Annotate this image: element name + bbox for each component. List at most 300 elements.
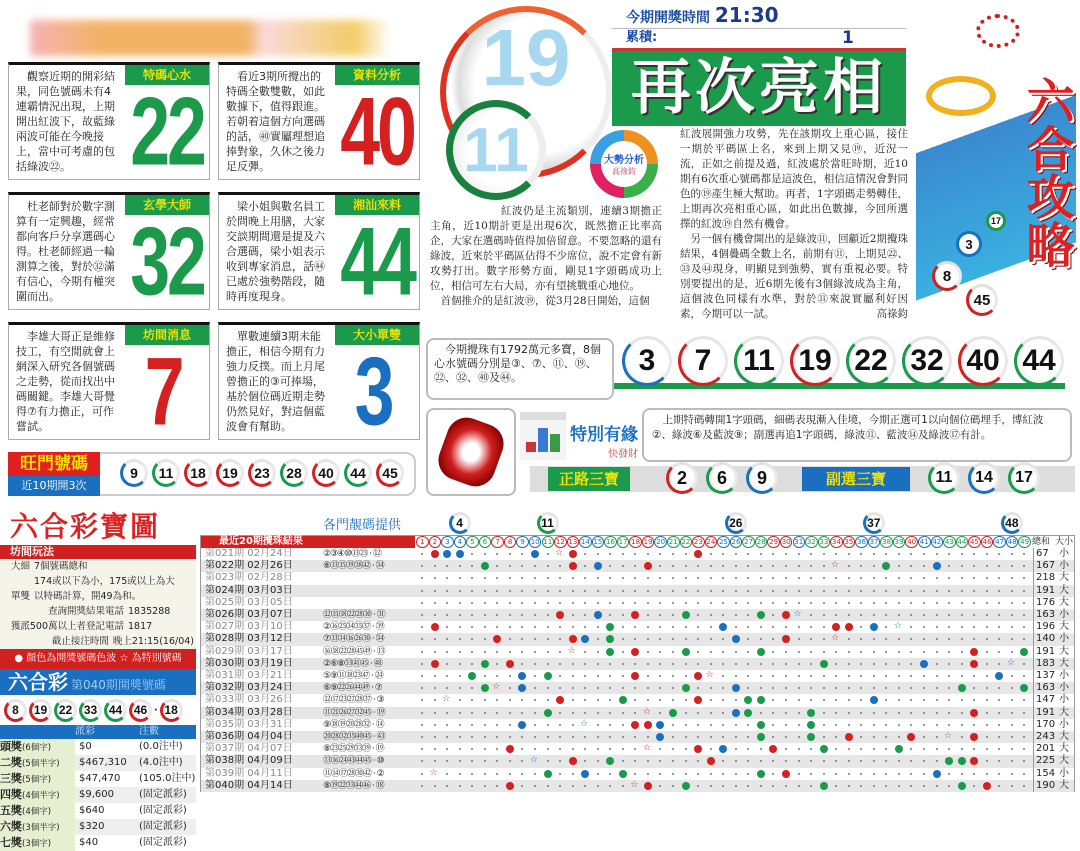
empty-dot <box>647 760 649 762</box>
empty-dot <box>1023 590 1025 592</box>
drawn-dot <box>807 721 815 729</box>
empty-dot <box>961 724 963 726</box>
empty-dot <box>647 663 649 665</box>
empty-dot <box>936 626 938 628</box>
empty-dot <box>597 675 599 677</box>
card-text: 杜老師對於數字測算有一定興趣，經常都向客戶分享選碼心得。杜老師經過一輪測算之後，對於㉜滿有信心，今期有權突圍而出。 <box>16 200 115 303</box>
drawn-dot <box>870 696 878 704</box>
empty-dot <box>534 602 536 604</box>
empty-dot <box>747 687 749 689</box>
drawn-dot <box>757 648 765 656</box>
tip-card <box>218 192 420 316</box>
info-row <box>0 604 196 619</box>
drawn-dot <box>556 611 564 619</box>
drawn-dot <box>744 696 752 704</box>
empty-dot <box>521 577 523 579</box>
empty-dot <box>873 663 875 665</box>
empty-dot <box>421 602 423 604</box>
card-text: 看近3期所攪出的特碼全數雙數，如此數據下，值得跟進。若朝着這個方向選碼的話，㊵實屬理想追捧對象，久休之後力足反彈。 <box>226 70 325 173</box>
empty-dot <box>446 626 448 628</box>
drawn-dot <box>757 733 765 741</box>
empty-dot <box>898 614 900 616</box>
empty-dot <box>923 675 925 677</box>
empty-dot <box>471 626 473 628</box>
number-ball: 44 <box>1014 336 1064 386</box>
empty-dot <box>961 553 963 555</box>
empty-dot <box>421 748 423 750</box>
jackpot-value: 1 <box>842 28 854 48</box>
empty-dot <box>484 590 486 592</box>
empty-dot <box>898 577 900 579</box>
empty-dot <box>961 663 963 665</box>
empty-dot <box>534 590 536 592</box>
grid-column-number: 10 <box>530 538 540 546</box>
special-star: ☆ <box>705 670 714 680</box>
number-ball: 19 <box>29 699 52 722</box>
number-ball: 44 <box>104 699 127 722</box>
prize-amount: $320 <box>79 821 105 832</box>
row-size: 小 <box>1059 694 1069 706</box>
prize-count: (0.0注中) <box>139 741 183 752</box>
empty-dot <box>885 687 887 689</box>
empty-dot <box>722 675 724 677</box>
empty-dot <box>785 748 787 750</box>
empty-dot <box>597 712 599 714</box>
drawn-dot <box>694 672 702 680</box>
grid-column-number: 32 <box>806 538 816 546</box>
article-left-tail: 首個推介的是紅波⑲，從3月28日開始，這個 <box>430 295 650 307</box>
empty-dot <box>459 614 461 616</box>
empty-dot <box>823 724 825 726</box>
empty-dot <box>559 785 561 787</box>
empty-dot <box>484 699 486 701</box>
draw-label: 第040期開獎號碼 <box>71 678 166 692</box>
number-ball: 3 <box>622 336 672 386</box>
rule-row <box>0 574 196 589</box>
grid-column-number: 41 <box>919 538 929 546</box>
row-results: ⑨⑱⑲⑳㉘㉜ · ⑭ <box>323 719 384 730</box>
empty-dot <box>710 687 712 689</box>
row-size: 大 <box>1059 755 1069 767</box>
row-size: 大 <box>1059 572 1069 584</box>
empty-dot <box>672 651 674 653</box>
empty-dot <box>509 626 511 628</box>
empty-dot <box>421 577 423 579</box>
empty-dot <box>860 626 862 628</box>
empty-dot <box>798 736 800 738</box>
empty-dot <box>710 626 712 628</box>
empty-dot <box>835 736 837 738</box>
empty-dot <box>1023 748 1025 750</box>
empty-dot <box>434 736 436 738</box>
empty-dot <box>622 614 624 616</box>
empty-dot <box>685 590 687 592</box>
empty-dot <box>986 565 988 567</box>
card-number: 22 <box>130 78 204 186</box>
number-ball: 18 <box>184 459 212 487</box>
history-row <box>201 572 1074 584</box>
empty-dot <box>1011 626 1013 628</box>
empty-dot <box>973 602 975 604</box>
empty-dot <box>496 577 498 579</box>
empty-dot <box>659 577 661 579</box>
prize-desc: (6個字) <box>22 743 52 753</box>
empty-dot <box>885 602 887 604</box>
empty-dot <box>885 553 887 555</box>
empty-dot <box>823 736 825 738</box>
info-key: 獲派500萬以上者登記電話 <box>10 621 124 632</box>
empty-dot <box>910 748 912 750</box>
empty-dot <box>998 663 1000 665</box>
empty-dot <box>584 785 586 787</box>
drawn-dot <box>694 696 702 704</box>
grid-column-number: 30 <box>781 538 791 546</box>
empty-dot <box>509 590 511 592</box>
empty-dot <box>697 724 699 726</box>
empty-dot <box>597 760 599 762</box>
empty-dot <box>421 638 423 640</box>
empty-dot <box>823 699 825 701</box>
empty-dot <box>672 736 674 738</box>
empty-dot <box>1023 565 1025 567</box>
empty-dot <box>860 785 862 787</box>
grid-column-number: 19 <box>643 538 653 546</box>
empty-dot <box>798 651 800 653</box>
empty-dot <box>634 590 636 592</box>
empty-dot <box>747 626 749 628</box>
empty-dot <box>785 577 787 579</box>
empty-dot <box>848 760 850 762</box>
drawn-dot <box>895 745 903 753</box>
empty-dot <box>1023 724 1025 726</box>
row-results: ⑳㉘㉜㉟㊵㊺ · ㊸ <box>323 732 385 742</box>
history-row <box>201 633 1074 645</box>
drawn-dot <box>882 562 890 570</box>
row-sum: 225 <box>1033 755 1055 767</box>
empty-dot <box>622 748 624 750</box>
card-tag: 資料分析 <box>335 65 419 85</box>
empty-dot <box>672 699 674 701</box>
empty-dot <box>697 687 699 689</box>
row-size: 小 <box>1059 767 1069 779</box>
empty-dot <box>685 675 687 677</box>
empty-dot <box>1011 748 1013 750</box>
drawn-dot <box>544 709 552 717</box>
empty-dot <box>534 773 536 775</box>
empty-dot <box>710 553 712 555</box>
empty-dot <box>1023 785 1025 787</box>
grid-column-number: 43 <box>944 538 954 546</box>
empty-dot <box>584 760 586 762</box>
empty-dot <box>622 553 624 555</box>
jackpot-label: 累積: <box>626 30 658 45</box>
empty-dot <box>659 614 661 616</box>
empty-dot <box>421 614 423 616</box>
empty-dot <box>848 590 850 592</box>
grid-column-number: 26 <box>731 538 741 546</box>
info-value: 1835288 <box>128 606 171 617</box>
drawn-dot <box>958 757 966 765</box>
empty-dot <box>1023 577 1025 579</box>
pointer-ball: 48 <box>1001 512 1023 534</box>
empty-dot <box>810 602 812 604</box>
empty-dot <box>835 553 837 555</box>
card-text: 梁小姐與數名員工於問晚上用膳，大家交談期間還是提及六合選碼，梁小姐表示收到專家消息，話㊹已處於強勢階段，隨時再度現身。 <box>226 200 325 303</box>
empty-dot <box>722 712 724 714</box>
row-results: ⑫⑰㉓㉗㉘㊲ · ③ <box>323 695 384 706</box>
empty-dot <box>810 553 812 555</box>
drawn-dot <box>1020 684 1028 692</box>
prize-name <box>0 787 75 803</box>
empty-dot <box>798 760 800 762</box>
empty-dot <box>496 773 498 775</box>
empty-dot <box>785 675 787 677</box>
row-period: 第023期 02月28日 <box>205 572 293 584</box>
empty-dot <box>961 675 963 677</box>
empty-dot <box>697 614 699 616</box>
number-ball: 45 <box>376 459 404 487</box>
empty-dot <box>1023 773 1025 775</box>
prize-tier: 頭獎 <box>0 740 22 753</box>
row-results: ⑯⑱㉒㉘㊺㊾ · ⑬ <box>323 646 385 657</box>
empty-dot <box>760 565 762 567</box>
side-ball: 45 <box>966 284 998 316</box>
drawn-dot <box>669 709 677 717</box>
page-title: 再次亮相 <box>612 48 906 126</box>
empty-dot <box>647 614 649 616</box>
prize-tier: 六獎 <box>0 820 22 833</box>
empty-dot <box>898 736 900 738</box>
grid-column-number: 2 <box>429 536 442 548</box>
drawn-dot <box>845 623 853 631</box>
grid-column-number: 5 <box>466 536 479 548</box>
drawn-dot <box>907 733 915 741</box>
drawn-dot <box>644 562 652 570</box>
empty-dot <box>609 553 611 555</box>
treasure-panel <box>0 505 196 849</box>
prize-desc: (3個字) <box>22 839 52 849</box>
empty-dot <box>534 651 536 653</box>
empty-dot <box>446 773 448 775</box>
row-period: 第028期 03月12日 <box>205 633 293 645</box>
empty-dot <box>923 736 925 738</box>
empty-dot <box>584 687 586 689</box>
empty-dot <box>622 590 624 592</box>
empty-dot <box>1023 760 1025 762</box>
empty-dot <box>998 773 1000 775</box>
empty-dot <box>873 602 875 604</box>
empty-dot <box>948 577 950 579</box>
empty-dot <box>973 626 975 628</box>
empty-dot <box>1023 736 1025 738</box>
empty-dot <box>747 773 749 775</box>
empty-dot <box>772 602 774 604</box>
empty-dot <box>572 748 574 750</box>
empty-dot <box>772 785 774 787</box>
empty-dot <box>647 687 649 689</box>
empty-dot <box>421 663 423 665</box>
drawn-dot <box>656 721 664 729</box>
empty-dot <box>634 699 636 701</box>
empty-dot <box>973 565 975 567</box>
empty-dot <box>521 773 523 775</box>
drawn-dot <box>757 721 765 729</box>
empty-dot <box>446 760 448 762</box>
empty-dot <box>1023 663 1025 665</box>
empty-dot <box>923 687 925 689</box>
empty-dot <box>421 675 423 677</box>
empty-dot <box>760 760 762 762</box>
empty-dot <box>898 785 900 787</box>
empty-dot <box>547 577 549 579</box>
grid-column-number: 39 <box>894 538 904 546</box>
row-sum: 191 <box>1033 707 1055 719</box>
empty-dot <box>697 602 699 604</box>
empty-dot <box>961 773 963 775</box>
row-period: 第021期 02月24日 <box>205 548 293 559</box>
empty-dot <box>747 590 749 592</box>
empty-dot <box>760 748 762 750</box>
empty-dot <box>471 614 473 616</box>
empty-dot <box>421 687 423 689</box>
drawn-dot <box>807 733 815 741</box>
empty-dot <box>986 614 988 616</box>
grid-column-number: 49 <box>1020 538 1030 546</box>
empty-dot <box>735 675 737 677</box>
row-sum: 147 <box>1033 694 1055 706</box>
empty-dot <box>622 785 624 787</box>
empty-dot <box>521 736 523 738</box>
drawn-dot <box>732 635 740 643</box>
empty-dot <box>986 626 988 628</box>
empty-dot <box>609 565 611 567</box>
rule-key: 大細 <box>10 561 30 572</box>
empty-dot <box>798 577 800 579</box>
empty-dot <box>973 773 975 775</box>
article-left-column <box>430 204 662 309</box>
card-tag: 大小單雙 <box>335 325 419 345</box>
summary-box: 今期攪珠有1792萬元多寶，8個心水號碼分別是③、⑦、⑪、⑲、㉒、㉜、㊵及㊹。 <box>426 338 614 400</box>
empty-dot <box>961 626 963 628</box>
history-row <box>201 731 1074 743</box>
drawn-dot <box>995 672 1003 680</box>
empty-dot <box>923 760 925 762</box>
empty-dot <box>597 638 599 640</box>
empty-dot <box>948 748 950 750</box>
empty-dot <box>459 663 461 665</box>
empty-dot <box>998 724 1000 726</box>
empty-dot <box>747 724 749 726</box>
drawn-dot <box>970 648 978 656</box>
empty-dot <box>798 663 800 665</box>
special-star: ☆ <box>567 645 576 656</box>
row-size: 大 <box>1059 779 1069 791</box>
empty-dot <box>1023 638 1025 640</box>
empty-dot <box>948 699 950 701</box>
empty-dot <box>735 651 737 653</box>
prize-desc: (4個字) <box>22 807 52 817</box>
empty-dot <box>772 626 774 628</box>
prize-desc: (3個半字) <box>22 823 60 833</box>
empty-dot <box>785 663 787 665</box>
empty-dot <box>609 663 611 665</box>
empty-dot <box>547 724 549 726</box>
empty-dot <box>509 553 511 555</box>
empty-dot <box>735 724 737 726</box>
empty-dot <box>860 663 862 665</box>
empty-dot <box>961 590 963 592</box>
empty-dot <box>873 565 875 567</box>
row-results: ⑪㉑㉖㉗㉜㊺ · ⑲ <box>323 707 385 718</box>
special-star: ☆ <box>442 694 451 705</box>
empty-dot <box>948 553 950 555</box>
empty-dot <box>873 651 875 653</box>
drawn-dot <box>631 611 639 619</box>
drawn-dot <box>782 611 790 619</box>
row-sum: 196 <box>1033 621 1055 633</box>
empty-dot <box>584 614 586 616</box>
number-ball: 33 <box>79 699 102 722</box>
empty-dot <box>584 577 586 579</box>
trend-logo-text: 大勢分析 <box>604 155 644 166</box>
empty-dot <box>848 785 850 787</box>
empty-dot <box>848 675 850 677</box>
empty-dot <box>584 565 586 567</box>
empty-dot <box>446 651 448 653</box>
empty-dot <box>710 712 712 714</box>
empty-dot <box>785 553 787 555</box>
provider-label: 各門靚碼提供 <box>323 518 402 533</box>
tip-card <box>8 322 210 446</box>
empty-dot <box>672 663 674 665</box>
side-ball: 3 <box>956 231 982 257</box>
empty-dot <box>559 712 561 714</box>
drawn-dot <box>631 672 639 680</box>
empty-dot <box>534 626 536 628</box>
card-number: 7 <box>144 338 182 446</box>
empty-dot <box>672 760 674 762</box>
empty-dot <box>798 785 800 787</box>
drawn-dot <box>569 757 577 765</box>
empty-dot <box>534 785 536 787</box>
empty-dot <box>697 651 699 653</box>
empty-dot <box>496 663 498 665</box>
empty-dot <box>923 724 925 726</box>
main-picks <box>666 462 778 494</box>
card-text: 李雄大哥正是維修技工，有空閒就會上網深入研究各個號碼之走勢，從而找出中碼關鍵。李雄大哥覺得⑦有力擔正，可作嘗試。 <box>16 330 115 433</box>
card-tag: 玄學大師 <box>125 195 209 215</box>
empty-dot <box>471 687 473 689</box>
info-key: 查詢開獎結果電話 <box>47 606 124 617</box>
empty-dot <box>584 736 586 738</box>
empty-dot <box>421 736 423 738</box>
empty-dot <box>998 553 1000 555</box>
empty-dot <box>772 590 774 592</box>
empty-dot <box>885 760 887 762</box>
empty-dot <box>659 663 661 665</box>
sum-header: 總和 <box>1032 537 1051 547</box>
empty-dot <box>559 602 561 604</box>
side-ball: 17 <box>986 211 1006 231</box>
empty-dot <box>421 724 423 726</box>
empty-dot <box>509 724 511 726</box>
empty-dot <box>697 663 699 665</box>
empty-dot <box>936 663 938 665</box>
drawn-dot <box>606 648 614 656</box>
empty-dot <box>936 602 938 604</box>
empty-dot <box>998 626 1000 628</box>
empty-dot <box>885 675 887 677</box>
